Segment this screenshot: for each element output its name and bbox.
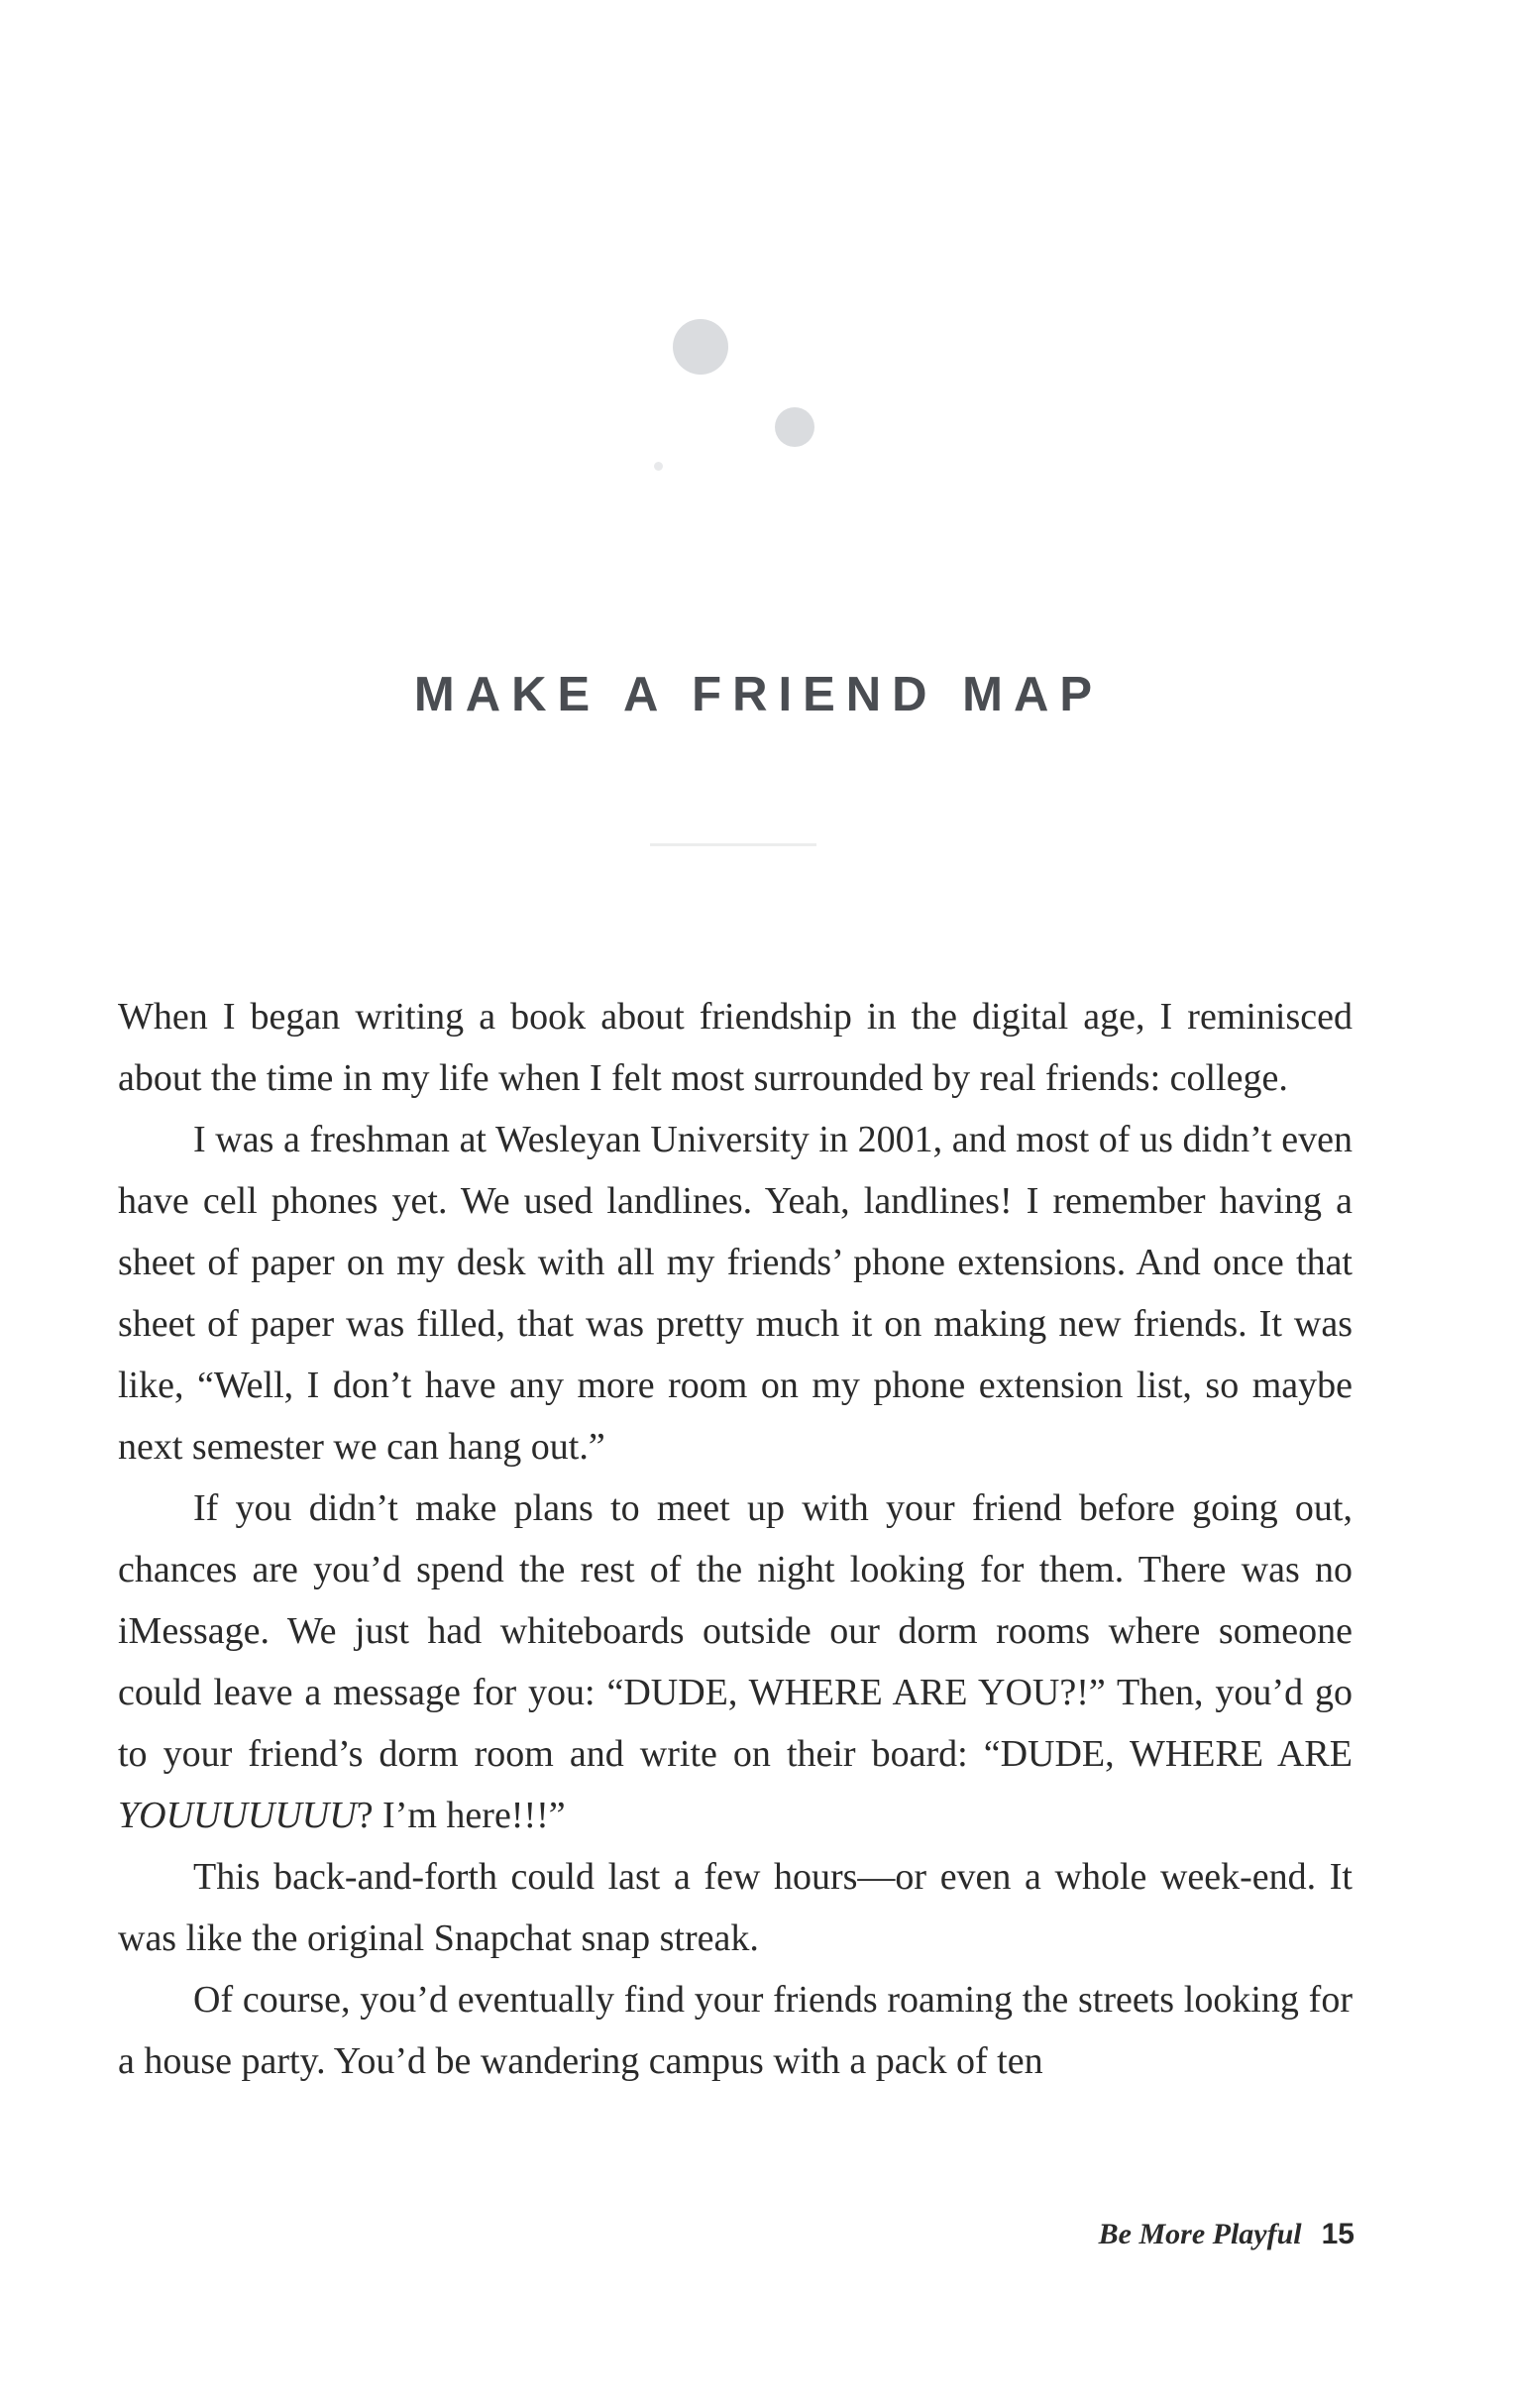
body-text	[118, 986, 1353, 2092]
emphasized-text: YOUUUUUUU	[118, 1795, 357, 1836]
decorative-dot-small	[654, 462, 663, 471]
paragraph: This back-and-forth could last a few hours—or even a whole week-end. It was like the original Snapchat snap streak.	[118, 1856, 1353, 1959]
paragraph-text: ? I’m here!!!”	[356, 1795, 566, 1836]
paragraph: I was a freshman at Wesleyan University in 2001, and most of us didn’t even have cell phones yet. We used landlines. Yeah, landlines! I remember having a sheet of paper on my desk with all my friends’ phone extensions. And once that sheet of paper was filled, that was pretty much it on making new friends. It was like, “Well, I don’t have any more room on my phone extension list, so maybe next semester we can hang out.”	[118, 1119, 1353, 1468]
decorative-dot-large	[673, 319, 728, 375]
title-divider	[650, 843, 816, 846]
paragraph-text: If you didn’t make plans to meet up with your friend before going out, chances are you’d spend the rest of the night looking for them. There was no iMessage. We just had whiteboards outside our dorm rooms where someone could leave a message for you: “DUDE, WHERE ARE YOU?!” Then, you’d go to your friend’s dorm room and write on their board: “DUDE, WHERE ARE	[118, 1487, 1353, 1775]
paragraph: Of course, you’d eventually find your friends roaming the streets looking for a house party. You’d be wandering campus with a pack of ten	[118, 1979, 1353, 2082]
paragraph: When I began writing a book about friendship in the digital age, I reminisced about the time in my life when I felt most surrounded by real friends: college.	[118, 996, 1353, 1099]
paragraph	[118, 1478, 1353, 1846]
page-number: 15	[1321, 2218, 1354, 2250]
decorative-dot-medium	[775, 407, 814, 447]
chapter-title: MAKE A FRIEND MAP	[413, 667, 1104, 721]
running-head: Be More Playful	[1098, 2218, 1302, 2250]
page-footer	[1099, 2218, 1354, 2251]
